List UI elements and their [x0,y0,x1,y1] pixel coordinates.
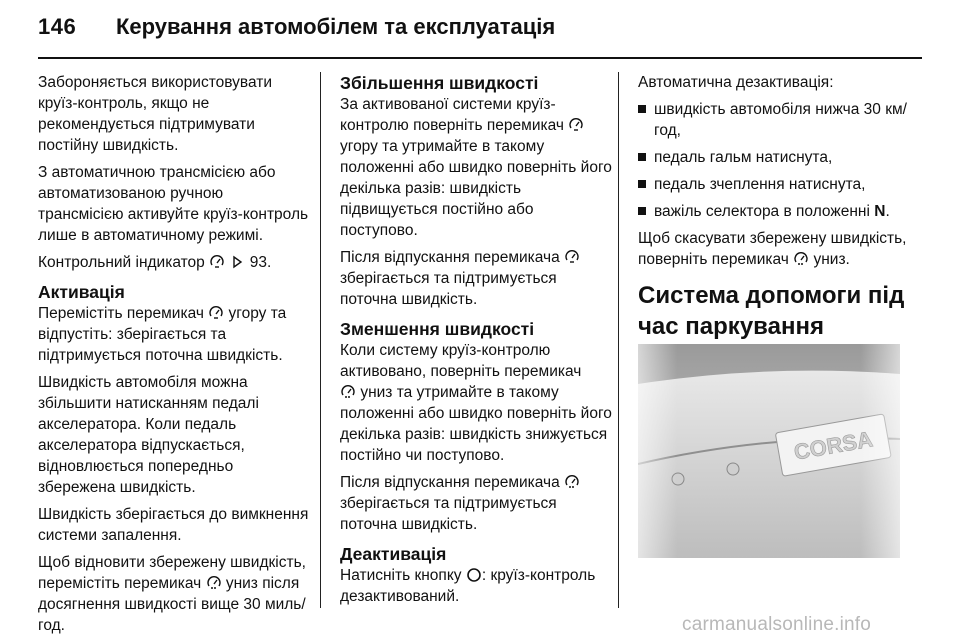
cruise-resume-icon [793,251,809,267]
text: Щоб скасувати збережену швидкість, поверніть перемикач [638,230,907,268]
bullet [638,105,646,113]
column-3 [638,72,924,342]
rear-bumper-photo [638,344,900,558]
page-reference-icon [229,254,245,270]
paragraph [340,565,612,607]
gear-position: N [874,203,886,220]
text: угору та утримайте в такому положенні або швидко поверніть його декілька разів: швидкість підвищується постійно або поступово. [340,138,612,239]
column-divider-1 [320,72,321,608]
list-item-text: важіль селектора в положенні [654,203,870,220]
indicator-text: Контрольний індикатор [38,254,205,271]
column-2 [340,72,612,613]
bullet [638,207,646,215]
text: униз та утримайте в такому положенні або швидко поверніть його декілька разів: швидкість знижується постійно чи поступово. [340,384,612,464]
watermark: carmanualsonline.info [682,614,872,635]
list-item [638,174,924,195]
page-title: Керування автомобілем та експлуатація [116,14,556,39]
heading-increase-speed: Збільшення швидкості [340,73,539,93]
bullet [638,180,646,188]
text: зберігається та підтримується поточна швидкість. [340,270,557,308]
text: угору та відпустіть: зберігається та підтримується поточна швидкість. [38,305,287,364]
bullet [638,153,646,161]
page-number: 146 [38,14,77,39]
text: Після відпускання перемикача [340,249,560,266]
cruise-off-button-icon [466,567,482,583]
paragraph: Швидкість автомобіля можна збільшити натисканням педалі акселератора. Коли педаль акселератора відпускається, відновлюється попередньо збережена швидкість. [38,374,259,496]
paragraph: Автоматична дезактивація: [638,74,834,91]
cruise-control-icon [209,254,225,270]
punctuation: . [885,203,890,220]
list-item [638,147,924,168]
text: униз. [813,251,850,268]
list-item [638,201,924,222]
text: зберігається та підтримується поточна швидкість. [340,495,557,533]
cruise-resume-icon [340,384,356,400]
text: униз після досягнення швидкості вище 30 миль/год. [38,575,306,634]
paragraph [38,552,310,636]
list-item-text: педаль зчеплення натиснута, [654,176,866,193]
paragraph [38,252,310,273]
paragraph: Швидкість зберігається до вимкнення системи запалення. [38,506,309,544]
paragraph: Забороняється використовувати круїз-контроль, якщо не рекомендується підтримувати постійну швидкість. [38,74,272,154]
heading-activation: Активація [38,282,125,302]
list-item-text: педаль гальм натиснута, [654,149,833,166]
paragraph: З автоматичною трансмісією або автоматизованою ручною трансмісією активуйте круїз-контроль лише в автоматичному режимі. [38,164,309,244]
paragraph [638,228,924,270]
paragraph [340,340,612,466]
column-divider-2 [618,72,619,608]
cruise-control-icon [568,117,584,133]
text: : круїз-контроль дезактивований. [340,567,596,605]
cruise-control-icon [208,305,224,321]
text: За активованої системи круїз-контролю поверніть перемикач [340,96,564,134]
list-item-text: швидкість автомобіля нижча 30 км/год, [654,101,907,139]
cruise-resume-icon [206,575,222,591]
paragraph [340,472,612,535]
text: Перемістіть перемикач [38,305,204,322]
text: Коли систему круїз-контролю активовано, поверніть перемикач [340,342,582,380]
page-header [0,0,960,62]
heading-deactivation: Деактивація [340,544,447,564]
text: Натисніть кнопку [340,567,462,584]
paragraph [340,94,612,241]
deactivation-list [638,99,924,222]
text: Після відпускання перемикача [340,474,560,491]
paragraph [38,303,310,366]
header-rule [38,57,922,59]
paragraph [340,247,612,310]
text: Щоб відновити збережену швидкість, перемістіть перемикач [38,554,306,592]
list-item [638,99,924,141]
photo-vignette [638,344,900,558]
cruise-resume-icon [564,474,580,490]
column-1 [38,72,310,642]
page-reference: 93. [249,254,272,271]
heading-parking-assist: Система допомоги під час паркування [638,282,905,340]
cruise-control-icon [564,249,580,265]
heading-decrease-speed: Зменшення швидкості [340,319,535,339]
